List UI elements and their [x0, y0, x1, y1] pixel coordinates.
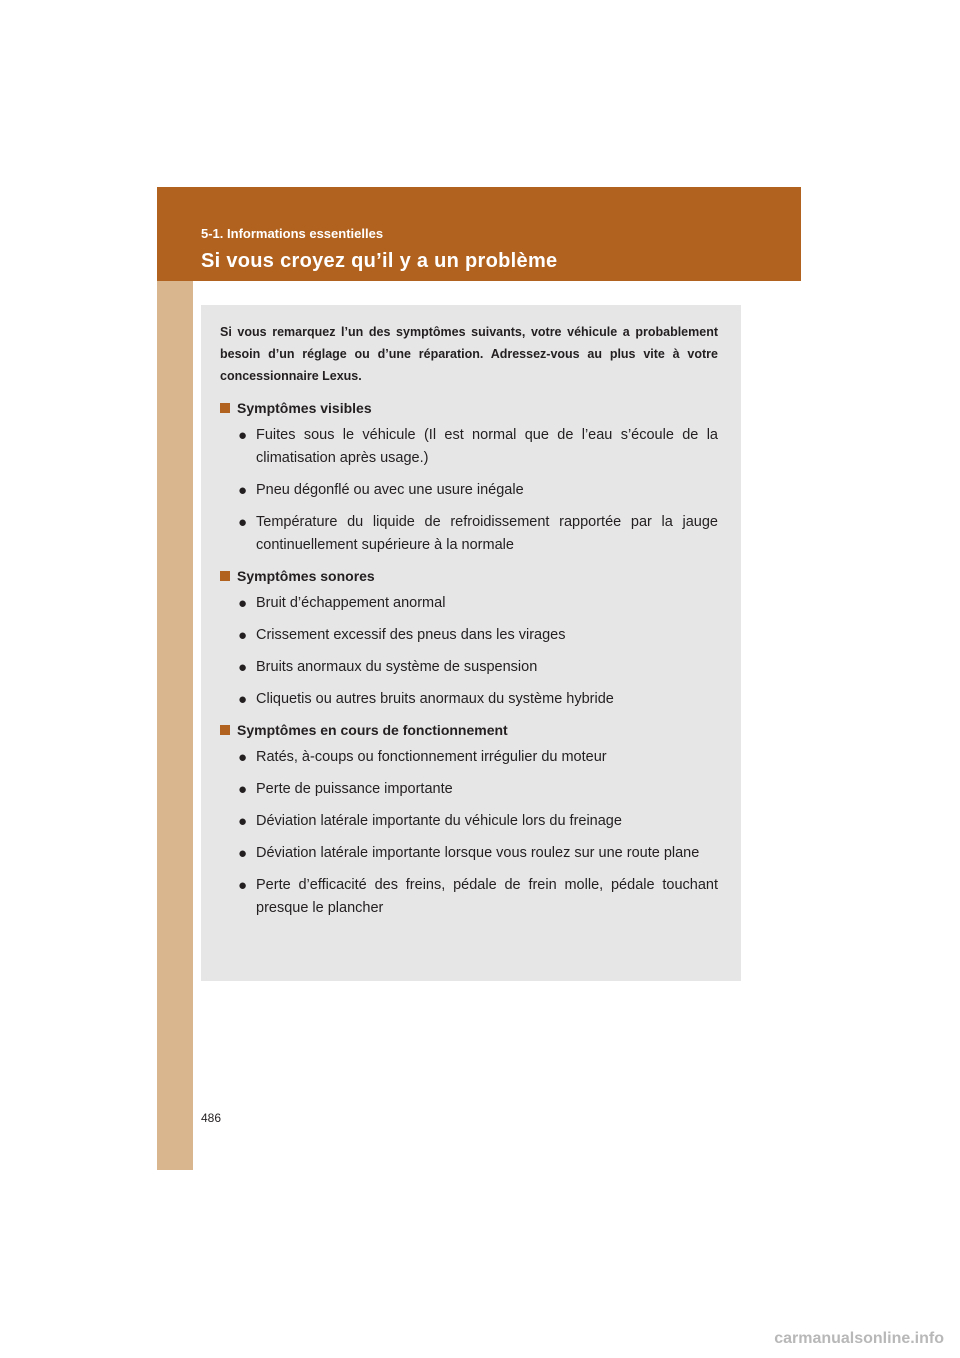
intro-text: Si vous remarquez l’un des symptômes suivants, votre véhicule a probablement besoin d’un réglage ou d’une réparation. Adressez-vous au plus vite à votre concessionnaire Lexus. [220, 325, 718, 383]
symptoms-panel [201, 305, 741, 981]
symptom-groups [220, 398, 718, 929]
square-bullet-icon [220, 403, 230, 413]
bullet-icon: ● [238, 482, 248, 499]
list-item [220, 624, 718, 647]
list-item [220, 511, 718, 557]
list-item [220, 842, 718, 865]
list-item-text: Température du liquide de refroidissement rapportée par la jauge continuellement supérieure à la normale [256, 514, 718, 553]
symptom-group-sound [220, 566, 718, 711]
list-item-text: Bruits anormaux du système de suspension [256, 659, 538, 675]
group-heading [220, 720, 718, 740]
bullet-icon: ● [238, 427, 248, 444]
list-item [220, 810, 718, 833]
list-item-text: Pneu dégonflé ou avec une usure inégale [256, 482, 524, 498]
list-item [220, 656, 718, 679]
square-bullet-icon [220, 571, 230, 581]
watermark: carmanualsonline.info [774, 1330, 944, 1347]
list-item-text: Cliquetis ou autres bruits anormaux du système hybride [256, 691, 614, 707]
list-item [220, 479, 718, 502]
page-title: Si vous croyez qu’il y a un problème [201, 250, 558, 272]
bullet-icon: ● [238, 514, 248, 531]
page-sidebar-strip [157, 187, 193, 1170]
bullet-icon: ● [238, 691, 248, 708]
bullet-icon: ● [238, 781, 248, 798]
group-heading [220, 566, 718, 586]
square-bullet-icon [220, 725, 230, 735]
section-label: 5-1. Informations essentielles [201, 226, 384, 241]
list-item-text: Perte de puissance importante [256, 781, 453, 797]
list-item [220, 424, 718, 470]
group-heading-text: Symptômes en cours de fonctionnement [237, 722, 508, 738]
list-item [220, 778, 718, 801]
group-heading [220, 398, 718, 418]
bullet-icon: ● [238, 749, 248, 766]
bullet-icon: ● [238, 659, 248, 676]
list-item [220, 746, 718, 769]
bullet-icon: ● [238, 845, 248, 862]
list-item-text: Fuites sous le véhicule (Il est normal que de l’eau s’écoule de la climatisation après usage.) [256, 427, 718, 466]
list-item-text: Ratés, à-coups ou fonctionnement irrégulier du moteur [256, 749, 607, 765]
page-number: 486 [201, 1111, 222, 1125]
list-item-text: Perte d’efficacité des freins, pédale de frein molle, pédale touchant presque le plancher [256, 877, 718, 916]
list-item-text: Crissement excessif des pneus dans les virages [256, 627, 566, 643]
list-item [220, 874, 718, 920]
symptom-group-visible [220, 398, 718, 557]
list-item-text: Déviation latérale importante du véhicule lors du freinage [256, 813, 622, 829]
bullet-icon: ● [238, 627, 248, 644]
list-item-text: Bruit d’échappement anormal [256, 595, 446, 611]
bullet-icon: ● [238, 877, 248, 894]
bullet-icon: ● [238, 595, 248, 612]
symptom-group-operation [220, 720, 718, 920]
group-heading-text: Symptômes sonores [237, 568, 375, 584]
list-item-text: Déviation latérale importante lorsque vous roulez sur une route plane [256, 845, 700, 861]
group-heading-text: Symptômes visibles [237, 400, 372, 416]
list-item [220, 592, 718, 615]
list-item [220, 688, 718, 711]
bullet-icon: ● [238, 813, 248, 830]
